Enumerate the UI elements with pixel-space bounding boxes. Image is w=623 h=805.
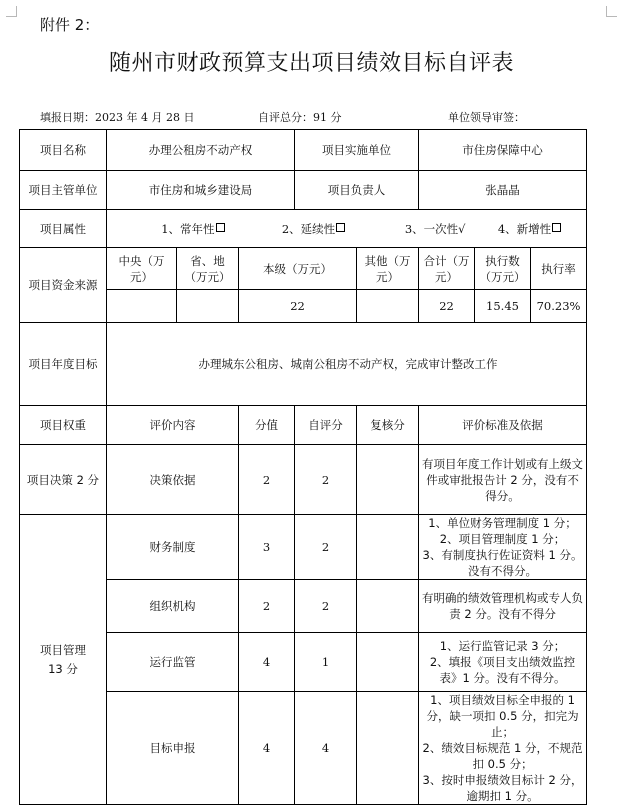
management-score: 2 bbox=[239, 580, 295, 633]
management-content: 组织机构 bbox=[107, 580, 239, 633]
management-self: 4 bbox=[295, 692, 357, 805]
management-score: 4 bbox=[239, 633, 295, 692]
table-row bbox=[20, 248, 587, 290]
fund-header-other: 其他（万元） bbox=[357, 248, 419, 290]
checkbox-icon bbox=[552, 223, 561, 232]
management-standard: 有明确的绩效管理机构或专人负责 2 分。没有不得分 bbox=[419, 580, 587, 633]
crop-mark-top-right bbox=[606, 6, 617, 17]
goal-label: 项目年度目标 bbox=[20, 323, 107, 406]
checkbox-icon bbox=[216, 223, 225, 232]
checkbox-icon bbox=[336, 223, 345, 232]
dept-value: 市住房和城乡建设局 bbox=[107, 171, 295, 210]
attr-option: 2、延续性 bbox=[255, 221, 373, 237]
attr-label: 项目属性 bbox=[20, 210, 107, 248]
attachment-label: 附件 2： bbox=[40, 16, 100, 34]
eval-header-content: 评价内容 bbox=[107, 406, 239, 445]
management-score: 4 bbox=[239, 692, 295, 805]
attr-option: 4、新增性 bbox=[498, 221, 561, 237]
table-row bbox=[20, 406, 587, 445]
leader-sign-label: 单位领导审签： bbox=[448, 111, 525, 124]
attr-option: 1、常年性 bbox=[135, 221, 251, 237]
total-score: 自评总分：91 分 bbox=[258, 111, 342, 124]
leader-value: 张晶晶 bbox=[419, 171, 587, 210]
crop-mark-top-left bbox=[6, 6, 17, 17]
eval-header-review: 复核分 bbox=[357, 406, 419, 445]
fund-header-executed: 执行数（万元） bbox=[475, 248, 531, 290]
management-self: 2 bbox=[295, 515, 357, 580]
fill-date: 填报日期：2023 年 4 月 28 日 bbox=[40, 111, 195, 124]
fund-header-province: 省、地（万元） bbox=[177, 248, 239, 290]
project-name-value: 办理公租房不动产权 bbox=[107, 130, 295, 171]
management-weight: 项目管理 13 分 bbox=[20, 515, 107, 805]
management-standard: 1、运行监管记录 3 分； 2、填报《项目支出绩效监控表》1 分。没有不得分。 bbox=[419, 633, 587, 692]
fund-header-central: 中央（万元） bbox=[107, 248, 177, 290]
decision-self: 2 bbox=[295, 445, 357, 515]
eval-header-score: 分值 bbox=[239, 406, 295, 445]
fund-value-total: 22 bbox=[419, 290, 475, 323]
table-row bbox=[20, 323, 587, 406]
impl-unit-value: 市住房保障中心 bbox=[419, 130, 587, 171]
fund-value-rate: 70.23% bbox=[531, 290, 587, 323]
fund-header-total: 合计（万元） bbox=[419, 248, 475, 290]
fund-value-province bbox=[177, 290, 239, 323]
eval-header-standard: 评价标准及依据 bbox=[419, 406, 587, 445]
decision-content: 决策依据 bbox=[107, 445, 239, 515]
project-name-label: 项目名称 bbox=[20, 130, 107, 171]
goal-value: 办理城东公租房、城南公租房不动产权，完成审计整改工作 bbox=[107, 323, 587, 406]
management-content: 财务制度 bbox=[107, 515, 239, 580]
fund-value-central bbox=[107, 290, 177, 323]
management-standard: 1、项目绩效目标全申报的 1 分，缺一项扣 0.5 分，扣完为止； 2、绩效目标规范 1 分，不规范扣 0.5 分； 3、按时申报绩效目标计 2 分，逾期扣 1 分。 bbox=[419, 692, 587, 805]
management-content: 目标申报 bbox=[107, 692, 239, 805]
table-row bbox=[20, 515, 587, 580]
attr-option: 3、一次性√ bbox=[404, 221, 466, 236]
fund-value-local: 22 bbox=[239, 290, 357, 323]
self-evaluation-table bbox=[19, 129, 587, 805]
table-row bbox=[20, 210, 587, 248]
decision-review bbox=[357, 445, 419, 515]
management-self: 2 bbox=[295, 580, 357, 633]
document-title: 随州市财政预算支出项目绩效目标自评表 bbox=[108, 51, 514, 76]
impl-unit-label: 项目实施单位 bbox=[295, 130, 419, 171]
management-review bbox=[357, 580, 419, 633]
management-review bbox=[357, 515, 419, 580]
table-row bbox=[20, 130, 587, 171]
decision-standard: 有项目年度工作计划或有上级文件或审批报告计 2 分，没有不得分。 bbox=[419, 445, 587, 515]
eval-header-self: 自评分 bbox=[295, 406, 357, 445]
management-self: 1 bbox=[295, 633, 357, 692]
decision-score: 2 bbox=[239, 445, 295, 515]
management-standard: 1、单位财务管理制度 1 分； 2、项目管理制度 1 分； 3、有制度执行佐证资料 1 分。没有不得分。 bbox=[419, 515, 587, 580]
dept-label: 项目主管单位 bbox=[20, 171, 107, 210]
eval-header-weight: 项目权重 bbox=[20, 406, 107, 445]
management-score: 3 bbox=[239, 515, 295, 580]
leader-label: 项目负责人 bbox=[295, 171, 419, 210]
fund-value-other bbox=[357, 290, 419, 323]
fund-header-local: 本级（万元） bbox=[239, 248, 357, 290]
decision-weight: 项目决策 2 分 bbox=[20, 445, 107, 515]
management-review bbox=[357, 633, 419, 692]
fund-value-executed: 15.45 bbox=[475, 290, 531, 323]
table-row bbox=[20, 171, 587, 210]
table-row bbox=[20, 445, 587, 515]
fund-label: 项目资金来源 bbox=[20, 248, 107, 323]
attr-options bbox=[107, 210, 587, 248]
fund-header-rate: 执行率 bbox=[531, 248, 587, 290]
management-content: 运行监管 bbox=[107, 633, 239, 692]
